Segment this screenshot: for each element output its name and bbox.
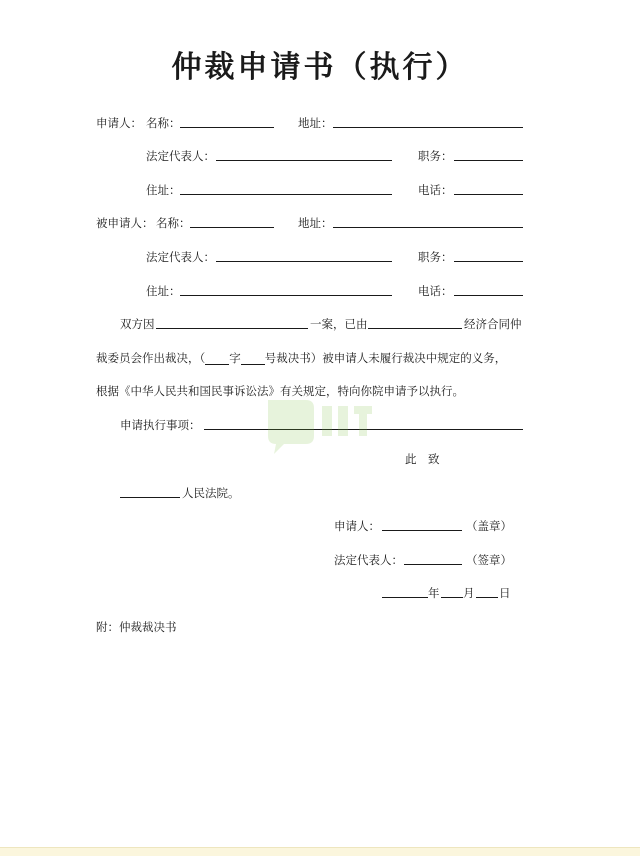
document-title: 仲裁申请书（执行） (171, 50, 469, 85)
application-matters-label: 申请执行事项： (120, 418, 201, 432)
applicant-address-blank (333, 127, 523, 128)
respondent-legal-rep-label: 法定代表人： (146, 250, 215, 264)
ruling-number-blank (241, 352, 265, 365)
respondent-legal-rep-blank (216, 261, 392, 262)
applicant-name-label: 名称： (146, 116, 181, 130)
body-text-case: 一案，已由 (310, 317, 368, 331)
year-label: 年 (428, 586, 440, 600)
case-blank (156, 328, 308, 329)
legal-rep-sign-note: （签章） (466, 553, 512, 567)
sign-applicant-blank (382, 530, 462, 531)
respondent-address-label: 地址： (298, 216, 333, 230)
salutation: 此 致 (405, 452, 440, 466)
respondent-phone-blank (454, 295, 523, 296)
month-blank (441, 597, 463, 598)
year-blank (382, 597, 428, 598)
applicant-position-label: 职务： (418, 149, 453, 163)
day-label: 日 (499, 586, 511, 600)
day-blank (476, 597, 498, 598)
applicant-label: 申请人： (96, 116, 142, 130)
attachment-note: 附：仲裁裁决书 (96, 620, 177, 634)
arbitration-committee-blank (368, 328, 462, 329)
month-label: 月 (463, 586, 475, 600)
respondent-name-label: 名称： (156, 216, 191, 230)
body-text-ruling: 裁委员会作出裁决，（ 字 号裁决书）被申请人未履行裁决中规定的义务， (96, 351, 507, 365)
applicant-legal-rep-label: 法定代表人： (146, 149, 215, 163)
applicant-legal-rep-blank (216, 160, 392, 161)
body-text-cause: 双方因 (120, 317, 155, 331)
applicant-address-label: 地址： (298, 116, 333, 130)
sign-applicant-label: 申请人： (334, 519, 380, 533)
application-matters-blank (204, 429, 523, 430)
respondent-position-label: 职务： (418, 250, 453, 264)
respondent-position-blank (454, 261, 523, 262)
court-name-blank (120, 497, 180, 498)
applicant-residence-blank (180, 194, 392, 195)
applicant-phone-blank (454, 194, 523, 195)
respondent-residence-blank (180, 295, 392, 296)
respondent-address-blank (333, 227, 523, 228)
watermark-logo-icon (260, 392, 380, 462)
applicant-phone-label: 电话： (418, 183, 453, 197)
respondent-name-blank (190, 227, 274, 228)
body-text-contract: 经济合同仲 (464, 317, 522, 331)
sign-legal-rep-label: 法定代表人： (334, 553, 403, 567)
applicant-name-blank (180, 127, 274, 128)
court-label: 人民法院。 (182, 486, 240, 500)
ruling-word-blank (205, 352, 229, 365)
body-text-law: 根据《中华人民共和国民事诉讼法》有关规定，特向你院申请予以执行。 (96, 384, 464, 398)
respondent-residence-label: 住址： (146, 284, 181, 298)
respondent-phone-label: 电话： (418, 284, 453, 298)
applicant-position-blank (454, 160, 523, 161)
applicant-residence-label: 住址： (146, 183, 181, 197)
sign-legal-rep-blank (404, 564, 462, 565)
applicant-seal-note: （盖章） (466, 519, 512, 533)
respondent-label: 被申请人： (96, 216, 154, 230)
